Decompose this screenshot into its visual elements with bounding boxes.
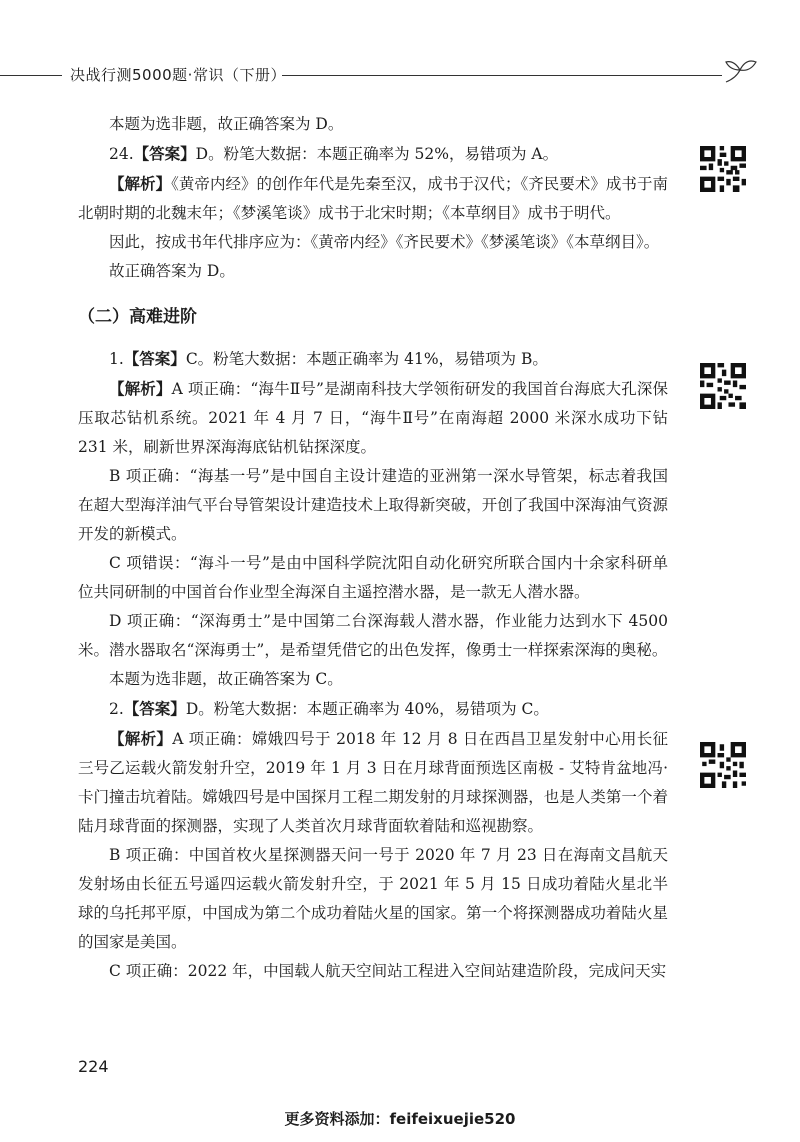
paragraph: B 项正确：中国首枚火星探测器天问一号于 2020 年 7 月 23 日在海南文昌航天发射场由长征五号遥四运载火箭发射升空，于 2021 年 5 月 15 日成功着陆火星北半球的乌托邦平原，中国成为第二个成功着陆火星的国家。第一个将探测器成功着陆火星的国家是美国。: [78, 846, 668, 951]
footer-note: 更多资料添加：feifeixuejie520: [284, 1110, 516, 1128]
answer-line: 2.【答案】D。粉笔大数据：本题正确率为 40%，易错项为 C。: [109, 699, 549, 718]
answer-line: 24.【答案】D。粉笔大数据：本题正确率为 52%，易错项为 A。: [109, 144, 559, 163]
paragraph: C 项错误：“海斗一号”是由中国科学院沈阳自动化研究所联合国内十余家科研单位共同研制的中国首台作业型全海深自主遥控潜水器，是一款无人潜水器。: [78, 554, 668, 601]
analysis-paragraph: 【解析】A 项正确：“海牛Ⅱ号”是湖南科技大学领衔研发的我国首台海底大孔深保压取芯钻机系统。2021 年 4 月 7 日，“海牛Ⅱ号”在南海超 2000 米深水成功下钻 231 米，刷新世界深海海底钻机钻探深度。: [78, 379, 668, 456]
header-rule-right: [282, 75, 722, 76]
analysis-paragraph: 【解析】《黄帝内经》的创作年代是先秦至汉，成书于汉代；《齐民要术》成书于南北朝时期的北魏末年；《梦溪笔谈》成书于北宋时期；《本草纲目》成书于明代。: [78, 174, 668, 222]
qr-code-icon[interactable]: [700, 146, 746, 192]
page-number: 224: [78, 1057, 109, 1076]
analysis-paragraph: 【解析】A 项正确：嫦娥四号于 2018 年 12 月 8 日在西昌卫星发射中心用长征三号乙运载火箭发射升空，2019 年 1 月 3 日在月球背面预选区南极 - 艾特肯盆地冯·卡门撞击坑着陆。嫦娥四号是中国探月工程二期发射的月球探测器，也是人类第一个着陆月球背面的探测器，实现了人类首次月球背面软着陆和巡视勘察。: [78, 729, 668, 835]
section-title: （二）高难进阶: [78, 307, 197, 327]
header-title: 决战行测5000题·常识（下册）: [70, 66, 286, 84]
answer-line: 1.【答案】C。粉笔大数据：本题正确率为 41%，易错项为 B。: [109, 349, 548, 368]
paragraph: B 项正确：“海基一号”是中国自主设计建造的亚洲第一深水导管架，标志着我国在超大型海洋油气平台导管架设计建造技术上取得新突破，开创了我国中深海油气资源开发的新模式。: [78, 467, 668, 543]
answer-content: [78, 110, 668, 986]
paragraph: D 项正确：“深海勇士”是中国第二台深海载人潜水器，作业能力达到水下 4500 米。潜水器取名“深海勇士”，是希望凭借它的出色发挥，像勇士一样探索深海的奥秘。: [78, 612, 668, 659]
qr-code-icon[interactable]: [700, 742, 746, 788]
qr-code-icon[interactable]: [700, 363, 746, 409]
header-rule-left: [0, 75, 62, 76]
paragraph: 因此，按成书年代排序应为：《黄帝内经》《齐民要术》《梦溪笔谈》《本草纲目》。: [109, 233, 660, 251]
paragraph: 故正确答案为 D。: [109, 262, 235, 280]
running-header: [0, 56, 800, 96]
leaf-sprout-icon: [722, 56, 762, 86]
paragraph: 本题为选非题，故正确答案为 D。: [109, 115, 344, 133]
paragraph: 本题为选非题，故正确答案为 C。: [109, 670, 343, 688]
paragraph: C 项正确：2022 年，中国载人航天空间站工程进入空间站建造阶段，完成问天实: [109, 962, 667, 980]
